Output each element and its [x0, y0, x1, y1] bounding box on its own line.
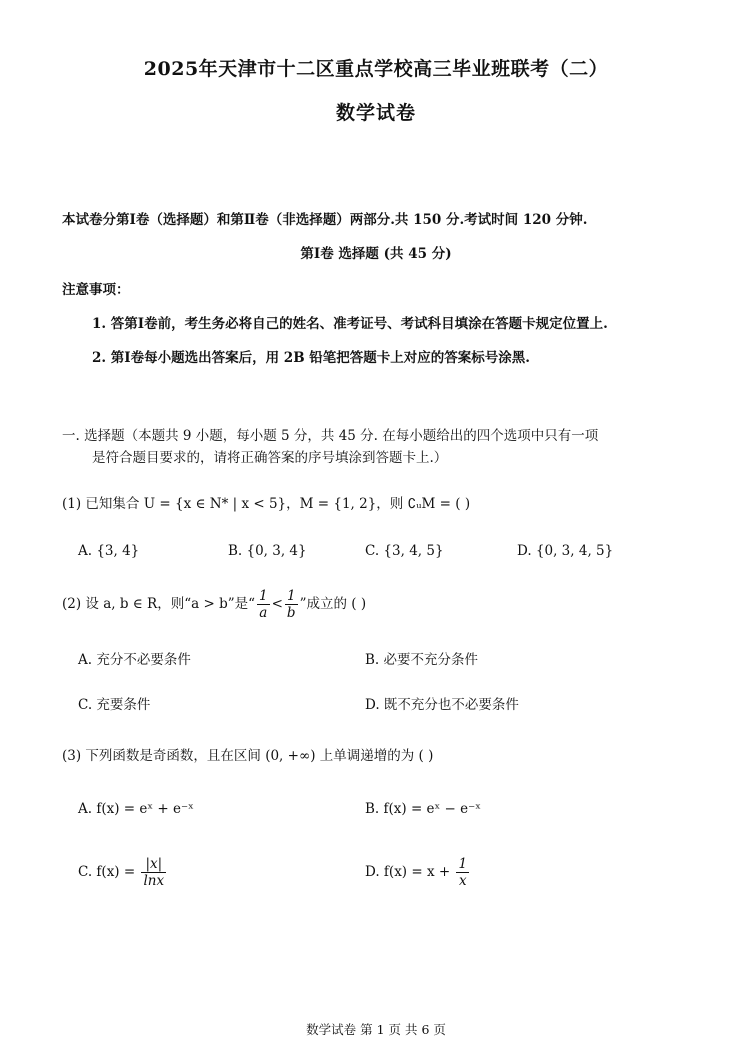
fraction-denominator: b: [286, 605, 296, 621]
exam-intro: 本试卷分第Ⅰ卷（选择题）和第Ⅱ卷（非选择题）两部分.共 150 分.考试时间 120 分钟.: [62, 212, 588, 228]
question-2-option-c: C. 充要条件: [78, 697, 151, 713]
question-2-stem-end: ”成立的 ( ): [299, 596, 367, 612]
question-3-option-c: [78, 856, 168, 889]
question-2-option-a: A. 充分不必要条件: [78, 652, 191, 668]
question-1-option-b: B. {0, 3, 4}: [228, 543, 307, 559]
question-3-option-b: B. f(x) = eˣ − e⁻ˣ: [365, 801, 481, 817]
question-1-option-d: D. {0, 3, 4, 5}: [517, 543, 614, 559]
section-heading-cont: 是符合题目要求的，请将正确答案的序号填涂到答题卡上.）: [92, 450, 448, 466]
note-item: 1. 答第Ⅰ卷前，考生务必将自己的姓名、准考证号、考试科目填涂在答题卡规定位置上.: [92, 316, 608, 332]
question-2-option-d: D. 既不充分也不必要条件: [365, 697, 519, 713]
option-c-prefix: C. f(x) =: [78, 864, 136, 880]
fraction-denominator: lnx: [143, 873, 165, 889]
note-item: 2. 第Ⅰ卷每小题选出答案后，用 2B 铅笔把答题卡上对应的答案标号涂黑.: [92, 350, 531, 366]
notes-heading: 注意事项：: [62, 282, 130, 298]
fraction-numerator: 1: [285, 588, 298, 605]
fraction-1-over-b: [285, 588, 298, 621]
exam-title: 2025年天津市十二区重点学校高三毕业班联考（二）: [143, 58, 609, 80]
less-than-sign: <: [271, 596, 283, 612]
question-1-stem: (1) 已知集合 U = {x ∈ N* | x < 5}，M = {1, 2}，则 ∁ᵤM = ( ): [62, 496, 471, 512]
option-d-prefix: D. f(x) = x +: [365, 864, 451, 880]
part-title: 第Ⅰ卷 选择题 (共 45 分): [300, 246, 452, 262]
fraction-denominator: a: [259, 605, 268, 621]
fraction-1-over-x: [456, 856, 469, 889]
fraction-abs-x-over-lnx: [141, 856, 166, 889]
question-1-option-c: C. {3, 4, 5}: [365, 543, 444, 559]
section-heading: 一. 选择题（本题共 9 小题，每小题 5 分，共 45 分. 在每小题给出的四个选项中只有一项: [62, 428, 599, 444]
fraction-numerator: 1: [458, 856, 468, 872]
question-1-option-a: A. {3, 4}: [78, 543, 140, 559]
question-3-option-a: A. f(x) = eˣ + e⁻ˣ: [78, 801, 194, 817]
question-2-stem-start: (2) 设 a, b ∈ R，则“a > b”是“: [62, 596, 256, 612]
question-3-stem: (3) 下列函数是奇函数，且在区间 (0, +∞) 上单调递增的为 ( ): [62, 748, 434, 764]
fraction-denominator: x: [458, 873, 467, 889]
fraction-numerator: |x|: [141, 856, 166, 873]
page-footer: 数学试卷 第 1 页 共 6 页: [306, 1022, 446, 1037]
question-2-stem: [62, 588, 366, 621]
question-2-option-b: B. 必要不充分条件: [365, 652, 479, 668]
fraction-1-over-a: [257, 588, 270, 621]
question-3-option-d: [365, 856, 471, 889]
exam-subtitle: 数学试卷: [335, 102, 416, 124]
fraction-numerator: 1: [259, 588, 268, 604]
